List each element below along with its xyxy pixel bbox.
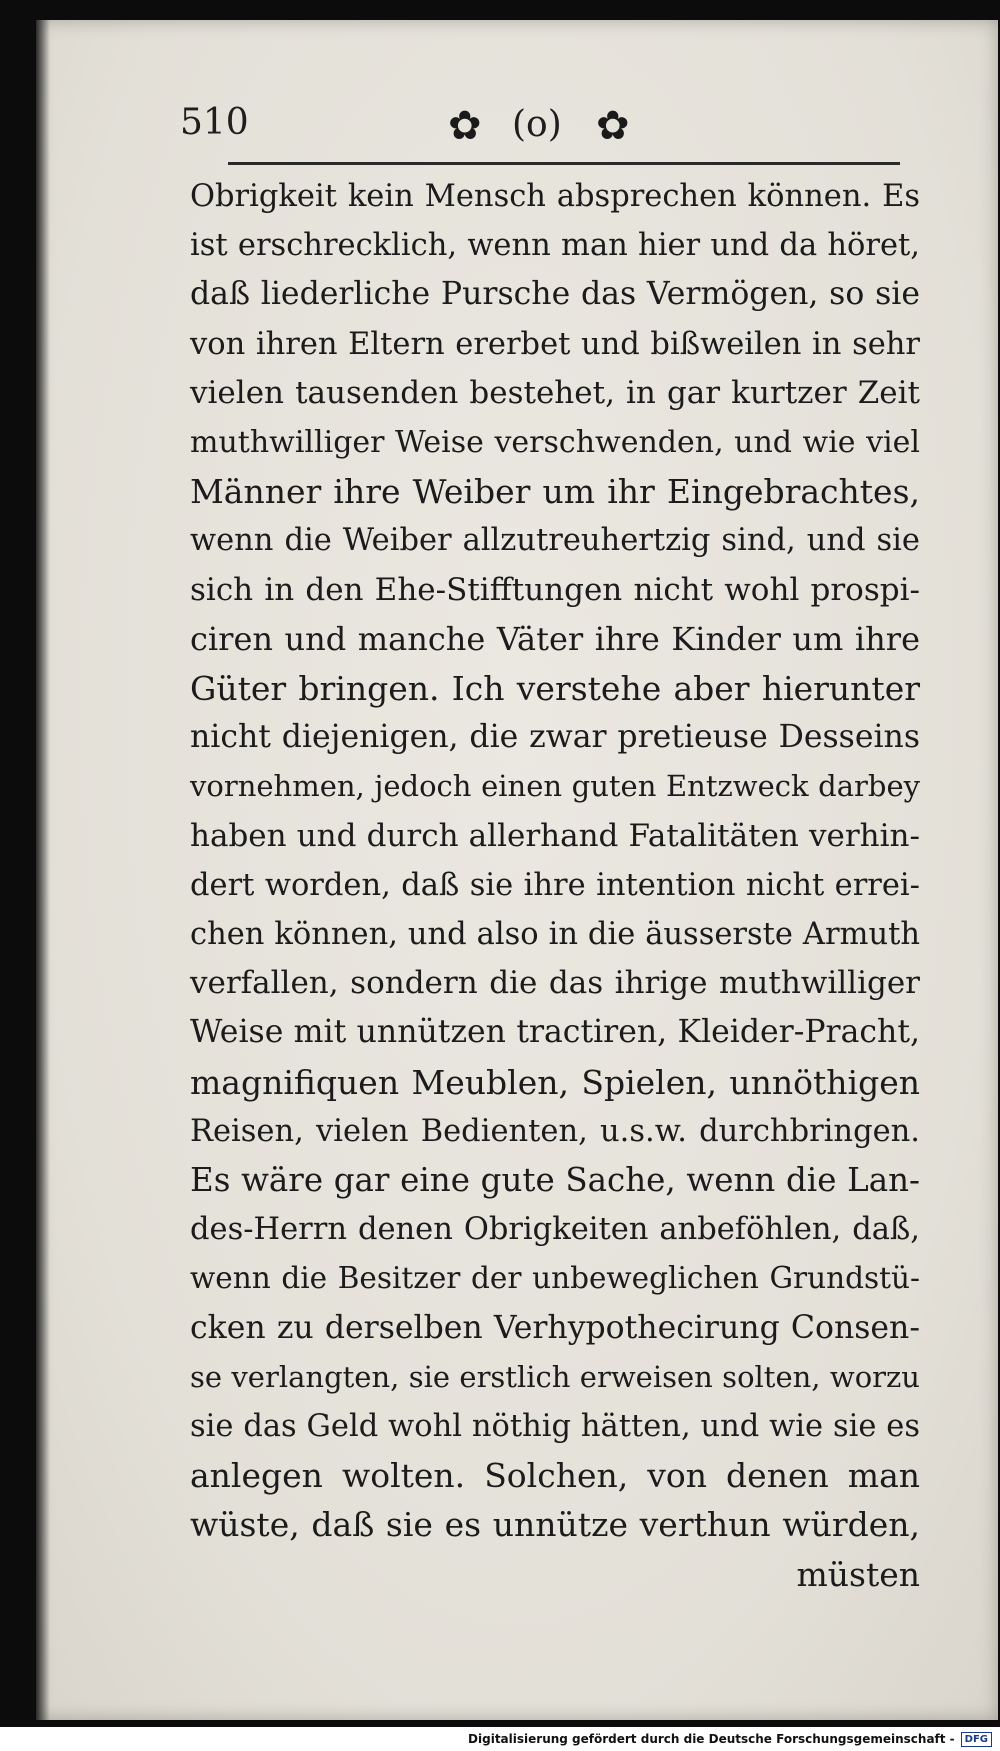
text-line: Es wäre gar eine gute Sache, wenn die Lan- — [190, 1161, 920, 1200]
dfg-logo-icon[interactable]: DFG — [961, 1732, 992, 1747]
catchword: müsten — [796, 1554, 920, 1594]
text-line: Reisen, vielen Bedienten, u.s.w. durchbringen. — [190, 1113, 920, 1149]
text-line: verfallen, sondern die das ihrige muthwilliger — [190, 965, 920, 1002]
text-line: muthwilliger Weise verschwenden, und wie viel — [190, 425, 920, 461]
page-number: 510 — [180, 102, 249, 143]
text-line: wenn die Weiber allzutreuhertzig sind, und sie — [190, 523, 920, 559]
header-rule — [228, 162, 900, 165]
text-line: Obrigkeit kein Mensch absprechen können. Es — [190, 179, 920, 214]
text-line: ciren und manche Väter ihre Kinder um ihre — [190, 619, 920, 658]
text-line: se verlangten, sie erstlich erweisen solten, worzu — [190, 1359, 920, 1394]
text-line: des-Herrn denen Obrigkeiten anbeföhlen, daß, — [190, 1212, 920, 1248]
signature-mark: (o) — [512, 104, 562, 145]
text-line: haben und durch allerhand Fatalitäten verhin- — [190, 817, 920, 854]
flower-ornament-icon: ✿ — [596, 103, 630, 149]
text-line: chen können, und also in die äusserste Armuth — [190, 917, 920, 953]
text-line: cken zu derselben Verhypothecirung Consen- — [190, 1309, 920, 1346]
body-text — [190, 172, 920, 1599]
text-line: Weise mit unnützen tractiren, Kleider-Pracht, — [190, 1014, 920, 1051]
digitization-credit-bar — [0, 1727, 1000, 1751]
text-line: magnifiquen Meublen, Spielen, unnöthigen — [190, 1062, 920, 1102]
text-line: ist erschrecklich, wenn man hier und da höret, — [190, 228, 920, 264]
text-line: Männer ihre Weiber um ihr Eingebrachtes, — [190, 472, 920, 512]
text-line: daß liederliche Pursche das Vermögen, so sie — [190, 276, 920, 313]
flower-ornament-icon: ✿ — [448, 103, 482, 149]
text-line: anlegen wolten. Solchen, von denen man — [190, 1456, 920, 1496]
credit-text: Digitalisierung gefördert durch die Deutsche Forschungsgemeinschaft - — [468, 1732, 955, 1746]
text-line: dert worden, daß sie ihre intention nicht errei- — [190, 867, 920, 903]
text-line: wenn die Besitzer der unbeweglichen Grundstü- — [190, 1261, 920, 1296]
text-line: vornehmen, jedoch einen guten Entzweck darbey — [190, 769, 920, 804]
text-line: vielen tausenden bestehet, in gar kurtzer Zeit — [190, 374, 920, 411]
text-line: sie das Geld wohl nöthig hätten, und wie sie es — [190, 1409, 920, 1445]
text-line: von ihren Eltern ererbet und bißweilen in sehr — [190, 326, 920, 362]
page-binding-shadow — [36, 20, 50, 1720]
running-header — [180, 92, 910, 162]
text-line: wüste, daß sie es unnütze verthun würden, — [190, 1505, 920, 1545]
text-line: sich in den Ehe-Stifftungen nicht wohl prospi- — [190, 571, 920, 608]
text-line: nicht diejenigen, die zwar pretieuse Desseins — [190, 719, 920, 756]
text-line: Güter bringen. Ich verstehe aber hierunter — [190, 669, 920, 709]
